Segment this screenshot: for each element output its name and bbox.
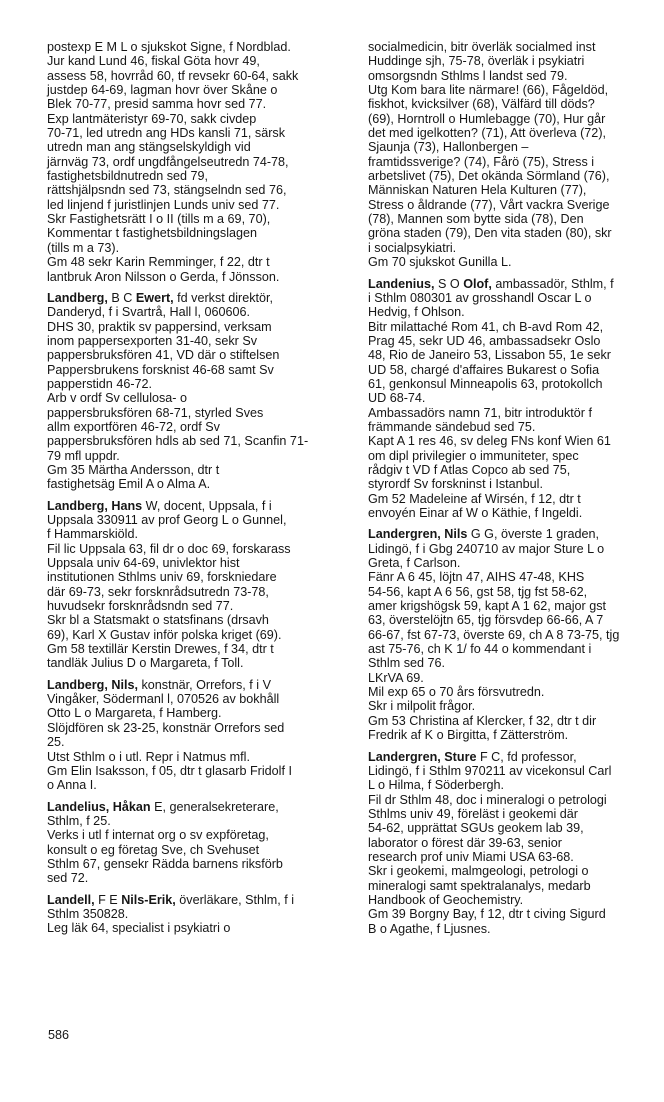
entry-given-name: Olof, xyxy=(463,276,492,291)
entry-text: överläkare, Sthlm, f i Sthlm 350828. Leg läk 64, specialist i psykiatri o xyxy=(47,892,295,936)
entry-given-name: Håkan xyxy=(112,799,151,814)
entry-text: F C, fd professor, Lidingö, f i Sthlm 970211 av vicekonsul Carl L o Hilma, f Söderbergh. Fil dr Sthlm 48, doc i mineralogi o petrologi Sthlms univ 49, föreläst i geokemi där 54-62, upprättat SGUs geokem lab 39, laborator o förest där 39-63, senior research prof univ Miami USA 63-68. Skr i geokemi, malmgeologi, petrologi o mineralogi samt spektralanalys, medarb Handbook of Geochemistry. Gm 39 Borgny Bay, f 12, dtr t civing Sigurd B o Agathe, f Ljusnes. xyxy=(368,749,612,936)
entry-text: G G, överste 1 graden, Lidingö, f i Gbg 240710 av major Sture L o Greta, f Carlson. Fänr A 6 45, löjtn 47, AIHS 47-48, KHS 54-56, kapt A 6 56, gst 58, tjg fst 58-62, amer krigshögsk 59, kapt A 1 62, major gst 63, överstelöjtn 65, tjg försvdep 66-66, A 7 66-67, fst 67-73, överste 69, ch A 8 73-75, tjg ast 75-76, ch K 1/ fo 44 o kommendant i Sthlm sed 76. LKrVA 69. Mil exp 65 o 70 års försvutredn. Skr i milpolit frågor. Gm 53 Christina af Klercker, f 32, dtr t dir Fredrik af K o Birgitta, f Zätterström. xyxy=(368,527,620,743)
entry-text: ambassadör, Sthlm, f i Sthlm 080301 av grosshandl Oscar L o Hedvig, f Ohlson. Bitr milattaché Rom 41, ch B-avd Rom 42, Prag 45, sekr UD 46, ambassadsekr Oslo 48, Rio de Janeiro 53, Lissabon 55, 1e sekr UD 58, chargé d'affaires Bukarest o Sofia 61, genkonsul Minneapolis 63, protokollch UD 68-74. Ambassadörs namn 71, bitr introduktör f främmande sändebud sed 75. Kapt A 1 res 46, sv deleg FNs konf Wien 61 om dipl privilegier o immuniteter, spec rådgiv t VD f Atlas Copco ab sed 75, styrordf Sv forskninst i Istanbul. Gm 52 Madeleine af Wirsén, f 12, dtr t envoyén Einar af W o Käthie, f Ingeldi. xyxy=(368,276,614,520)
entry-initials: B C xyxy=(107,290,136,305)
entry-surname: Landergren, xyxy=(368,749,441,764)
entry-surname: Landell, xyxy=(47,892,95,907)
page-number: 586 xyxy=(48,1028,70,1042)
biography-entry xyxy=(368,750,664,936)
entry-given-name: Hans xyxy=(111,498,143,513)
entry-given-name: Sture xyxy=(444,749,477,764)
continued-entry-text: socialmedicin, bitr överläk socialmed inst Huddinge sjh, 75-78, överläk i psykiatri omsorgsndn Sthlms l landst sed 79. Utg Kom bara lite närmare! (66), Fågeldöd, fiskhot, kvicksilver (68), Välfärd till döds? (69), Horntroll o Humlebagge (70), Hur går det med igelkotten? (71), Att överleva (72), Sjaunja (73), Hallonbergen – framtidssverige? (74), Fårö (75), Stress i arbetslivet (75), Det okända Sörmland (76), Människan Naturen Hela Kulturen (77), Stress o åldrande (77), Vårt vackra Sverige (78), Mannen som bytte sida (78), Den gröna staden (79), Den vita staden (80), skr i socialpsykiatri. Gm 70 sjukskot Gunilla L. xyxy=(368,40,612,270)
entry-given-name: Ewert, xyxy=(135,290,174,305)
entry-surname: Landelius, xyxy=(47,799,110,814)
entry-given-name: Nils-Erik, xyxy=(121,892,176,907)
entry-initials: F E xyxy=(94,892,122,907)
entry-surname: Landberg, xyxy=(47,290,108,305)
entry-surname: Landberg, xyxy=(47,498,108,513)
biography-entry xyxy=(47,291,352,492)
entry-text: W, docent, Uppsala, f i Uppsala 330911 av prof Georg L o Gunnel, f Hammarskiöld. Fil lic Uppsala 63, fil dr o doc 69, forskarass Uppsala univ 64-69, univlektor hist institutionen Sthlms univ 69, forskniedare där 69-73, sekr forsknrådsutredn 73-78, huvudsekr forsknrådsndn sed 77. Skr bl a Statsmakt o statsfinans (drsavh 69), Karl X Gustav inför polska kriget (69). Gm 58 textillär Kerstin Drewes, f 34, dtr t tandläk Julius D o Margareta, f Toll. xyxy=(47,498,291,671)
biography-entry xyxy=(368,277,664,521)
entry-text: konstnär, Orrefors, f i V Vingåker, Södermanl l, 070526 av bokhåll Otto L o Margareta, f Hamberg. Slöjdfören sk 23-25, konstnär Orrefors sed 25. Utst Sthlm o i utl. Repr i Natmus mfl. Gm Elin Isaksson, f 05, dtr t glasarb Fridolf I o Anna I. xyxy=(47,677,292,793)
biography-entry xyxy=(47,800,352,886)
entry-surname: Landberg, xyxy=(47,677,108,692)
biography-entry xyxy=(47,678,352,793)
entry-initials: S O xyxy=(434,276,464,291)
biography-entry xyxy=(368,527,664,742)
biography-entry xyxy=(47,893,352,936)
entry-text: fd verkst direktör, Danderyd, f i Svartrå, Hall l, 060606. DHS 30, praktik sv pappersind, verksam inom pappersexporten 31-40, sekr Sv pappersbruksfören 41, VD där o stiftelsen Pappersbrukens forsknist 46-68 samt Sv papperstidn 46-72. Arb v ordf Sv cellulosa- o pappersbruksfören 68-71, styrled Sves allm exportfören 46-72, ordf Sv pappersbruksfören hdls ab sed 71, Scanfin 71- 79 mfl uppdr. Gm 35 Märtha Andersson, dtr t fastighetsäg Emil A o Alma A. xyxy=(47,290,309,492)
entry-given-name: Nils, xyxy=(111,677,138,692)
continued-entry-text: postexp E M L o sjukskot Signe, f Nordblad. Jur kand Lund 46, fiskal Göta hovr 49, assess 58, hovrråd 60, tf revsekr 60-64, sakk justdep 64-69, lagman hovr över Skåne o Blek 70-77, presid samma hovr sed 77. Exp lantmäteristyr 69-70, sakk civdep 70-71, led utredn ang HDs kansli 71, särsk utredn man ang stängselskyldigh vid järnväg 73, ordf ungdfångelseutredn 74-78, fastighetsbildnutredn sed 79, rättshjälpsndn sed 73, stängselndn sed 76, led linjend f juristlinjen Lunds univ sed 77. Skr Fastighetsrätt I o II (tills m a 69, 70), Kommentar t fastighetsbildningslagen (tills m a 73). Gm 48 sekr Karin Remminger, f 22, dtr t lantbruk Aron Nilsson o Gerda, f Jönsson. xyxy=(47,40,299,284)
right-column xyxy=(368,40,664,936)
entry-surname: Landenius, xyxy=(368,276,435,291)
entry-surname: Landergren, xyxy=(368,527,441,542)
entry-given-name: Nils xyxy=(444,527,468,542)
left-column xyxy=(47,40,352,936)
entry-text: E, generalsekreterare, Sthlm, f 25. Verks i utl f internat org o sv expföretag, konsult o eg företag Sve, ch Svehuset Sthlm 67, gensekr Rädda barnens riksförb sed 72. xyxy=(47,799,283,886)
biography-entry xyxy=(47,499,352,671)
